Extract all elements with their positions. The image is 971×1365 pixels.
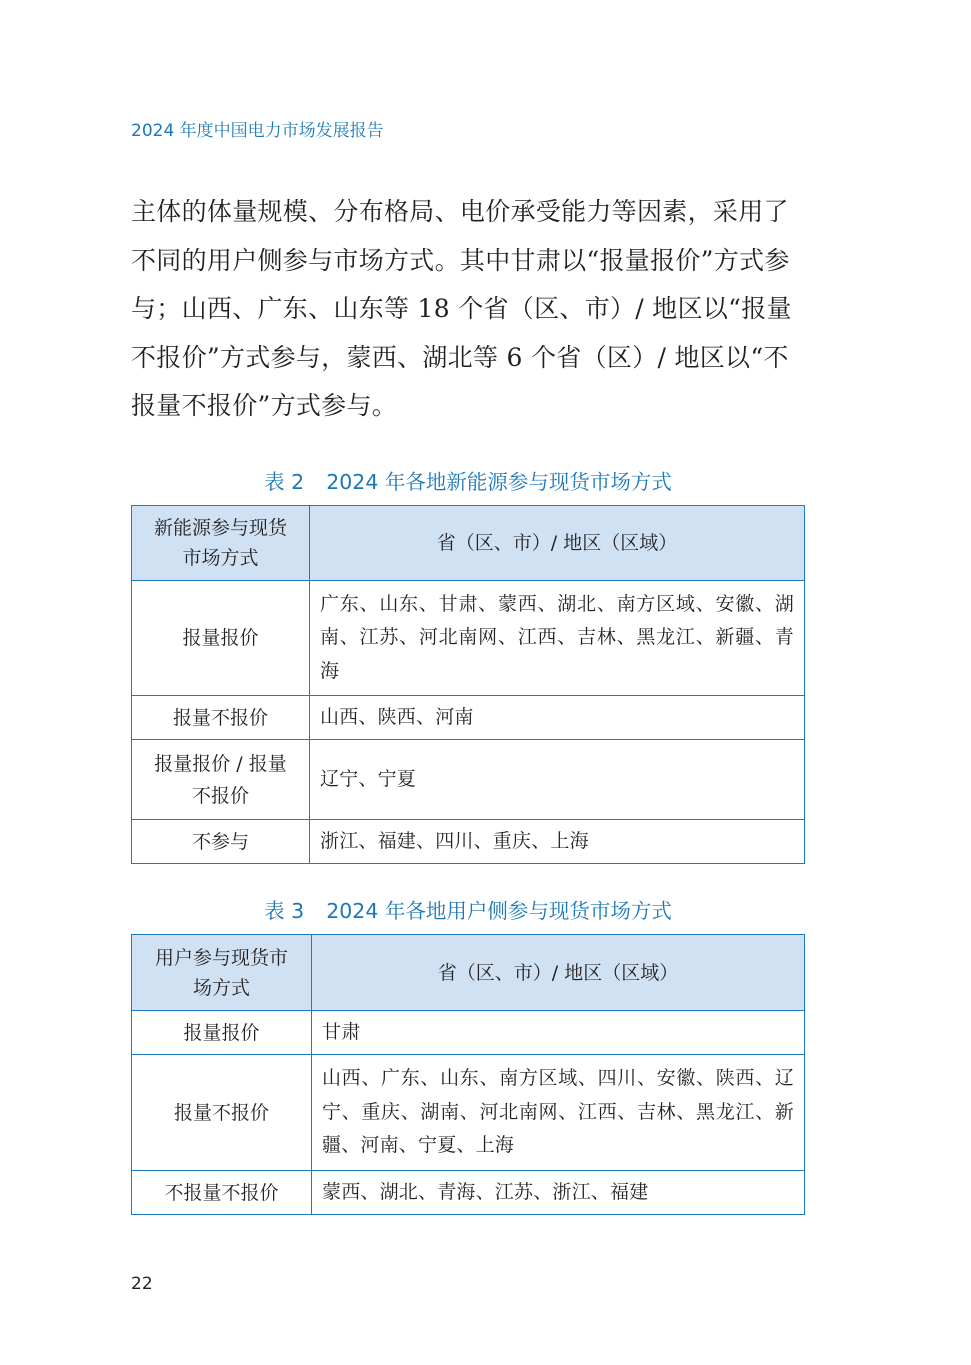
participation-type: 报量报价 [132,1011,312,1055]
table2-col2-header: 省（区、市）/ 地区（区域） [310,506,805,581]
region-list: 广东、山东、甘肃、蒙西、湖北、南方区域、安徽、湖南、江苏、河北南网、江西、吉林、黑龙江、新疆、青海 [310,581,805,696]
table3-caption-title: 2024 年各地用户侧参与现货市场方式 [326,899,672,923]
table3-caption [131,894,805,924]
table-row [132,1055,805,1171]
table-row [132,1171,805,1215]
table2-col1-header: 新能源参与现货市场方式 [132,506,310,581]
table3 [131,934,805,1215]
table3-caption-number: 表 3 [264,899,305,923]
table3-header-row [132,935,805,1011]
participation-type: 不参与 [132,820,310,864]
running-header: 2024 年度中国电力市场发展报告 [131,121,384,141]
page-number: 22 [131,1274,153,1294]
table2-caption-title: 2024 年各地新能源参与现货市场方式 [326,470,672,494]
participation-type: 报量不报价 [132,696,310,740]
table3-col1-header: 用户参与现货市场方式 [132,935,312,1011]
region-list: 山西、陕西、河南 [310,696,805,740]
region-list: 蒙西、湖北、青海、江苏、浙江、福建 [312,1171,805,1215]
table-row [132,696,805,740]
region-list: 浙江、福建、四川、重庆、上海 [310,820,805,864]
table2-header-row [132,506,805,581]
table2-caption [131,465,805,495]
table-row [132,581,805,696]
participation-type: 报量报价 [132,581,310,696]
table2 [131,505,805,864]
region-list: 甘肃 [312,1011,805,1055]
region-list: 辽宁、宁夏 [310,740,805,820]
table-row [132,1011,805,1055]
table-row [132,740,805,820]
participation-type: 报量不报价 [132,1055,312,1171]
table2-caption-number: 表 2 [264,470,305,494]
region-list: 山西、广东、山东、南方区域、四川、安徽、陕西、辽宁、重庆、湖南、河北南网、江西、吉林、黑龙江、新疆、河南、宁夏、上海 [312,1055,805,1171]
participation-type: 不报量不报价 [132,1171,312,1215]
body-paragraph: 主体的体量规模、分布格局、电价承受能力等因素，采用了不同的用户侧参与市场方式。其中甘肃以“报量报价”方式参与；山西、广东、山东等 18 个省（区、市）/ 地区以“报量不报价”方式参与，蒙西、湖北等 6 个省（区）/ 地区以“不报量不报价”方式参与。 [131,197,792,420]
participation-type: 报量报价 / 报量不报价 [132,740,310,820]
table3-col2-header: 省（区、市）/ 地区（区域） [312,935,805,1011]
table-row [132,820,805,864]
